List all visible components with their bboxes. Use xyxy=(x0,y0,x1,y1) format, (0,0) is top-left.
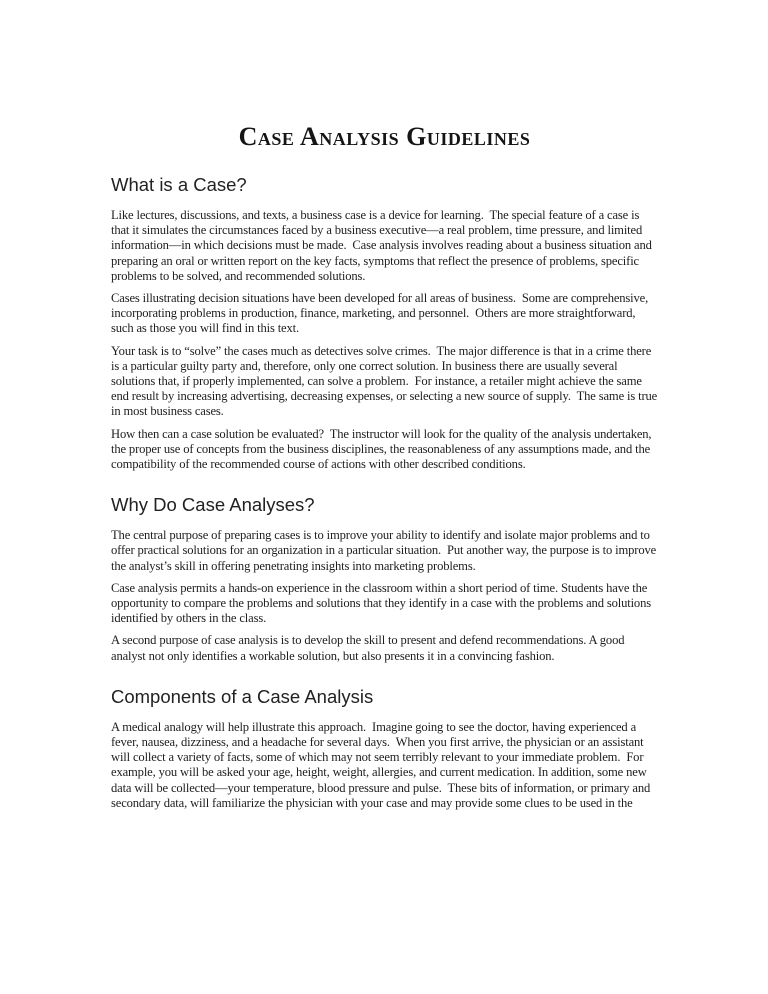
section-heading-why-do-case-analyses: Why Do Case Analyses? xyxy=(111,494,315,516)
paragraph: A second purpose of case analysis is to develop the skill to present and defend recommendations. A good analyst not only identifies a workable solution, but also presents it in a convincing fashion. xyxy=(111,633,628,663)
paragraph: Case analysis permits a hands-on experience in the classroom within a short period of time. Students have the opportunity to compare the problems and solutions that they identify in a case with the problems and solutions identified by others in the class. xyxy=(111,580,654,626)
paragraph: A medical analogy will help illustrate this approach. Imagine going to see the doctor, having experienced a fever, nausea, dizziness, and a headache for several days. When you first arrive, the physician or an assistant will collect a variety of facts, some of which may not seem terribly relevant to your immediate problem. For example, you will be asked your age, height, weight, allergies, and current medication. In addition, some new data will be collected—your temperature, blood pressure and pulse. These bits of information, or primary and secondary data, will familiarize the physician with your case and may provide some clues to be used in the xyxy=(111,719,654,810)
section-what-is-a-case xyxy=(111,174,661,472)
paragraph: Your task is to “solve” the cases much as detectives solve crimes. The major difference is that in a crime there is a particular guilty party and, therefore, only one correct solution. In business there are usually several solutions that, if properly implemented, can solve a problem. For instance, a retailer might achieve the same end result by increasing advertising, decreasing expenses, or selecting a new source of supply. The same is true in most business cases. xyxy=(111,343,661,419)
paragraph: Like lectures, discussions, and texts, a business case is a device for learning. The special feature of a case is that it simulates the circumstances faced by a business executive—a real problem, time pressure, and limited information—in which decisions must be made. Case analysis involves reading about a business situation and preparing an oral or written report on the key facts, symptoms that reflect the presence of problems, specific problems to be solved, and recommended solutions. xyxy=(111,208,655,283)
section-components-of-a-case-analysis xyxy=(111,686,658,811)
section-why-do-case-analyses xyxy=(111,494,658,664)
paragraph: How then can a case solution be evaluated? The instructor will look for the quality of the analysis undertaken, the proper use of concepts from the business disciplines, the reasonableness of any assumptions made, and the compatibility of the recommended course of actions with other described conditions. xyxy=(111,426,655,472)
paragraph: The central purpose of preparing cases is to improve your ability to identify and isolate major problems and to offer practical solutions for an organization in a particular situation. Put another way, the purpose is to improve the analyst’s skill in offering penetrating insights into marketing problems. xyxy=(111,528,660,573)
section-heading-components-of-a-case-analysis: Components of a Case Analysis xyxy=(111,685,374,707)
section-heading-what-is-a-case: What is a Case? xyxy=(111,174,247,195)
paragraph: Cases illustrating decision situations have been developed for all areas of business. Some are comprehensive, incorporating problems in production, finance, marketing, and personnel. Others are more straightforward, such as those you will find in this text. xyxy=(111,291,652,336)
document-title: Case Analysis Guidelines xyxy=(238,122,531,151)
